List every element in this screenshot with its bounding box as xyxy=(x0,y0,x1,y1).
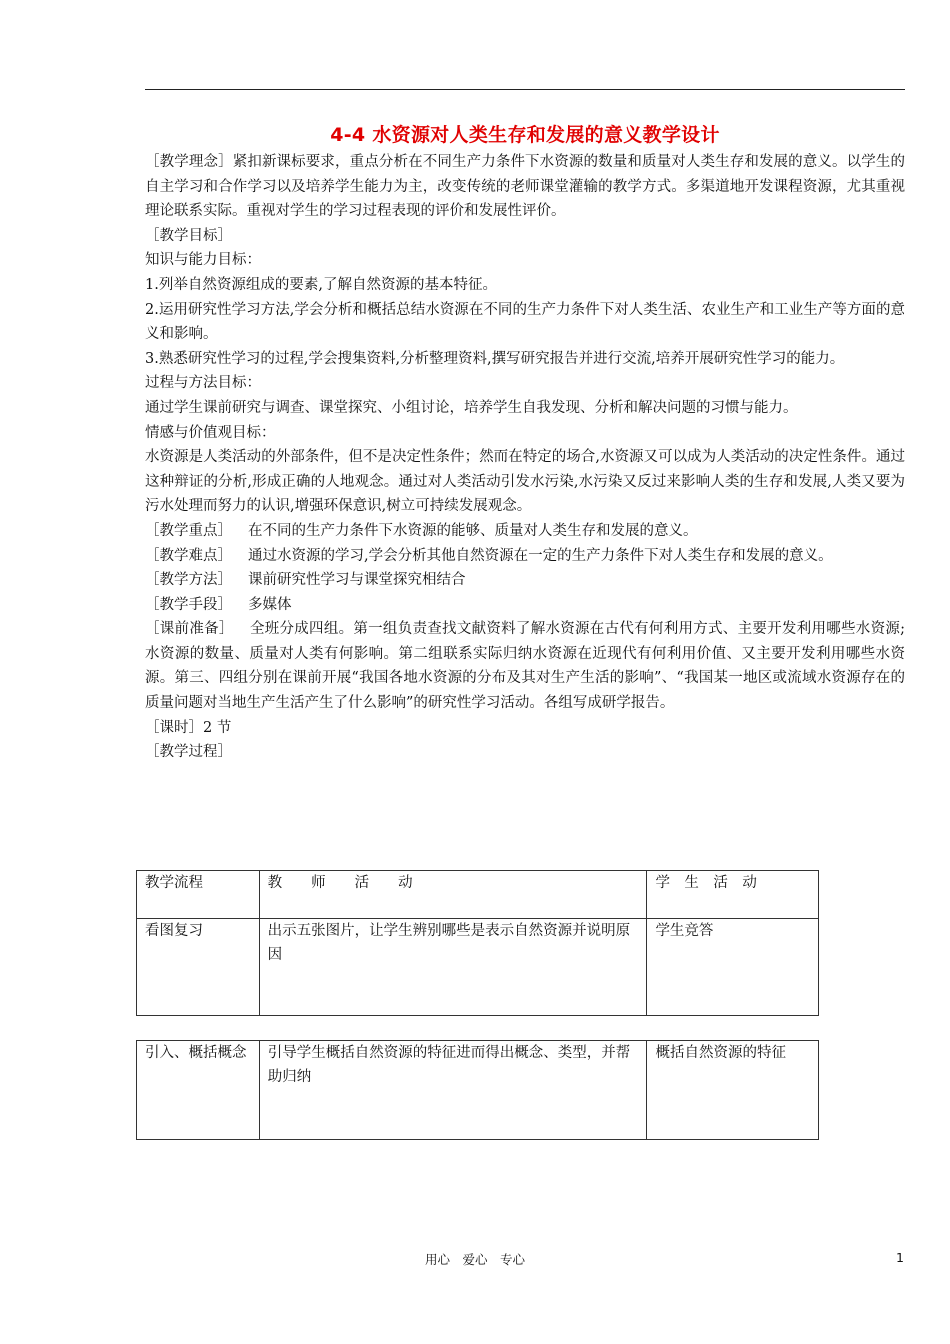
teaching-focus-text: 在不同的生产力条件下水资源的能够、质量对人类生存和发展的意义。 xyxy=(248,522,698,539)
teaching-concept-paragraph: ［教学理念］紧扣新课标要求，重点分析在不同生产力条件下水资源的数量和质量对人类生存和发展的意义。以学生的自主学习和合作学习以及培养学生能力为主，改变传统的老师课堂灌输的教学方式。多渠道地开发课程资源，尤其重视理论联系实际。重视对学生的学习过程表现的评价和发展性评价。 xyxy=(145,154,905,220)
row-student-activity: 概括自然资源的特征 xyxy=(647,1041,819,1140)
process-goals-text: 通过学生课前研究与调查、课堂探究、小组讨论，培养学生自我发现、分析和解决问题的习惯与能力。 xyxy=(145,399,798,416)
row-teacher-activity: 引导学生概括自然资源的特征进而得出概念、类型，并帮助归纳 xyxy=(259,1041,647,1140)
teaching-difficulty xyxy=(145,544,905,569)
footer-motto: 用心 爱心 专心 xyxy=(424,1252,525,1267)
header-rule xyxy=(145,89,905,90)
class-preparation-text: 全班分成四组。第一组负责查找文献资料了解水资源在古代有何利用方式、主要开发利用哪些水资源;水资源的数量、质量对人类有何影响。第二组联系实际归纳水资源在近现代有何利用价值、又主要开发利用哪些水资源。第三、四组分别在课前开展“我国各地水资源的分布及其对生产生活的影响”、“我国某一地区或流域水资源存在的质量问题对当地生产生活产生了什么影响”的研究性学习活动。各组写成研学报告。 xyxy=(145,621,906,712)
class-preparation xyxy=(145,617,905,715)
header-teacher-activity: 教 师 活 动 xyxy=(259,871,647,919)
teaching-method xyxy=(145,568,905,593)
emotion-goals-text: 水资源是人类活动的外部条件，但不是决定性条件；然而在特定的场合,水资源又可以成为人类活动的决定性条件。通过这种辩证的分析,形成正确的人地观念。通过对人类活动引发水污染,水污染又反过来影响人类的生存和发展,人类又要为污水处理而努力的认识,增强环保意识,树立可持续发展观念。 xyxy=(145,449,905,515)
teaching-process-table-continued xyxy=(136,1040,819,1140)
knowledge-goals-heading: 知识与能力目标： xyxy=(145,252,261,269)
row-step: 引入、概括概念 xyxy=(137,1041,260,1140)
document-body xyxy=(145,150,905,765)
table-header-row xyxy=(137,871,819,919)
teaching-focus-label: ［教学重点］ xyxy=(145,522,232,539)
table-row xyxy=(137,1041,819,1140)
teaching-focus xyxy=(145,519,905,544)
teaching-difficulty-text: 通过水资源的学习,学会分析其他自然资源在一定的生产力条件下对人类生存和发展的意义。 xyxy=(248,547,833,564)
teaching-method-label: ［教学方法］ xyxy=(145,572,232,589)
header-student-activity: 学 生 活 动 xyxy=(647,871,819,919)
teaching-process-table xyxy=(136,870,819,1016)
row-step: 看图复习 xyxy=(137,919,260,1016)
teaching-method-text: 课前研究性学习与课堂探究相结合 xyxy=(248,572,466,589)
row-teacher-activity: 出示五张图片，让学生辨别哪些是表示自然资源并说明原因 xyxy=(259,919,647,1016)
knowledge-goal-3: 3.熟悉研究性学习的过程,学会搜集资料,分析整理资料,撰写研究报告并进行交流,培养开展研究性学习的能力。 xyxy=(145,350,845,367)
knowledge-goal-1: 1.列举自然资源组成的要素,了解自然资源的基本特征。 xyxy=(145,276,497,293)
table-row xyxy=(137,919,819,1016)
goals-heading: ［教学目标］ xyxy=(145,227,232,244)
row-student-activity: 学生竞答 xyxy=(647,919,819,1016)
emotion-goals-heading: 情感与价值观目标： xyxy=(145,424,276,441)
class-hours: ［课时］2 节 xyxy=(145,719,232,736)
class-preparation-label: ［课前准备］ xyxy=(145,621,234,638)
page-number: 1 xyxy=(896,1250,904,1265)
teaching-means-text: 多媒体 xyxy=(248,596,292,613)
header-step: 教学流程 xyxy=(137,871,260,919)
knowledge-goal-2: 2.运用研究性学习方法,学会分析和概括总结水资源在不同的生产力条件下对人类生活、农业生产和工业生产等方面的意义和影响。 xyxy=(145,301,905,343)
teaching-means-label: ［教学手段］ xyxy=(145,596,232,613)
document-title: 4-4 水资源对人类生存和发展的意义教学设计 xyxy=(330,124,720,146)
teaching-process-heading: ［教学过程］ xyxy=(145,744,232,761)
process-goals-heading: 过程与方法目标： xyxy=(145,375,261,392)
teaching-difficulty-label: ［教学难点］ xyxy=(145,547,232,564)
teaching-means xyxy=(145,593,905,618)
